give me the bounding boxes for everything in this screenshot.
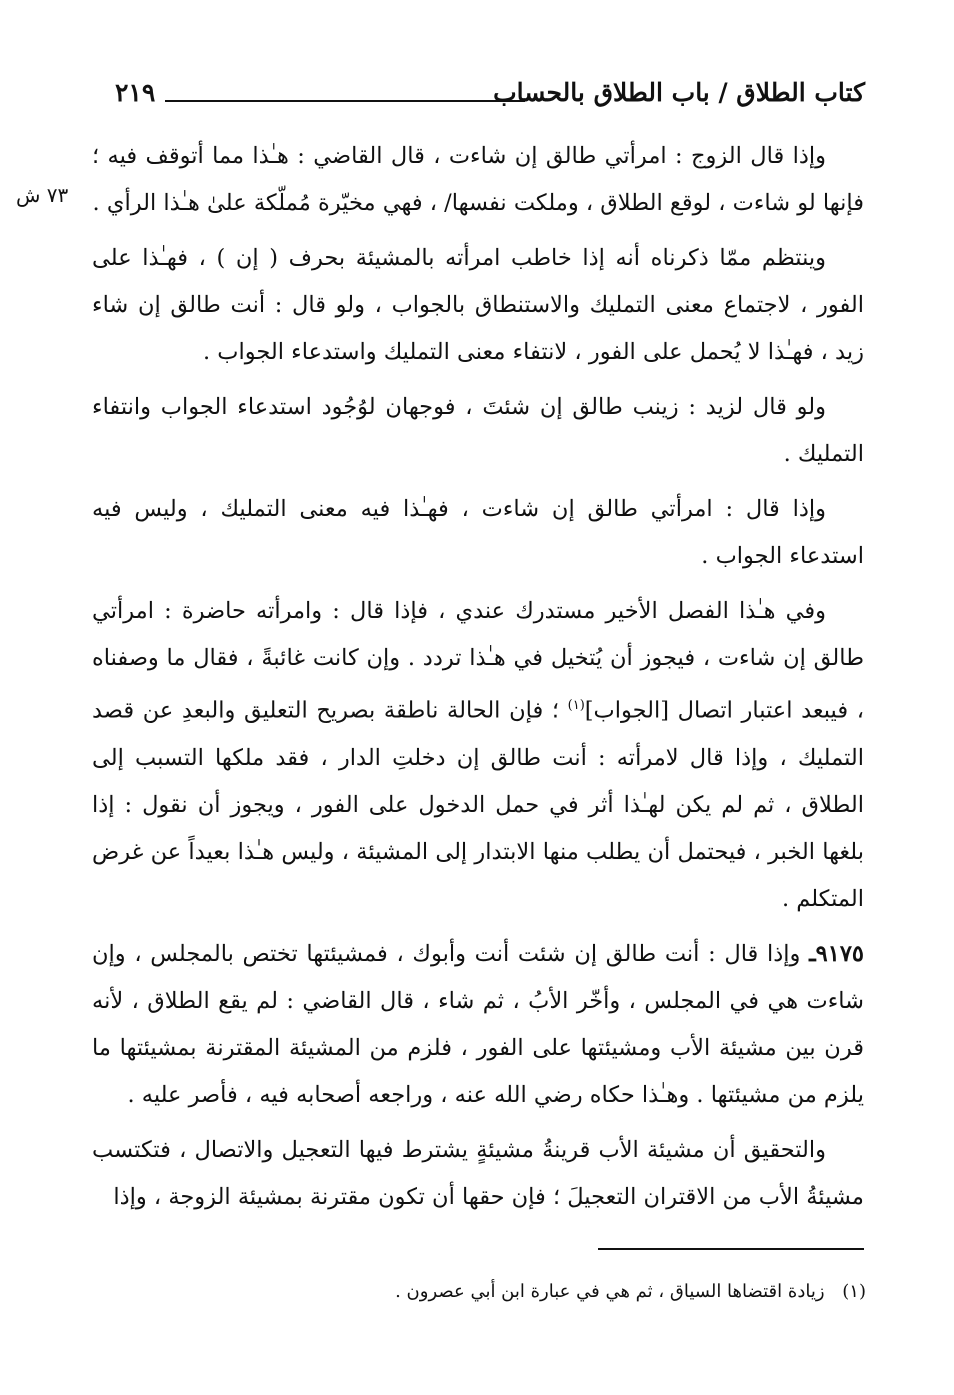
footnote-text: زيادة اقتضاها السياق ، ثم هي في عبارة ابن أبي عصرون . [395, 1281, 825, 1302]
running-header [95, 78, 865, 118]
footnote-reference: (١) [567, 698, 585, 713]
paragraph-1: وإذا قال الزوج : امرأتي طالق إن شاءت ، قال القاضي : هـٰذا مما أتوقف فيه ؛ فإنها لو شاءت ، لوقع الطلاق ، وملكت نفسها/ ، فهي مخيّرة مُملّكة علىٰ هـٰذا الرأي . [92, 143, 864, 216]
paragraph-5-part-1: وفي هـٰذا الفصل الأخير مستدرك عندي ، فإذا قال : وامرأته حاضرة : امرأتي طالق إن شاءت ، فيجوز أن يُتخيل في هـٰذا تردد . وإن كانت غائبةً ، فقال ما وصفناه ، فيبعد اعتبار اتصال [الجواب] [92, 598, 864, 724]
section-number: ٩١٧٥ـ [809, 940, 865, 967]
header-title: كتاب الطلاق / باب الطلاق بالحساب [493, 78, 865, 107]
paragraph-7: والتحقيق أن مشيئة الأب قرينةُ مشيئةٍ يشترط فيها التعجيل والاتصال ، فتكتسب مشيئةُ الأب من الاقتران التعجيلَ ؛ فإن حقها أن تكون مقترنة بمشيئة الزوجة ، وإذا [92, 1136, 864, 1210]
footnote-marker: (١) [842, 1281, 866, 1302]
paragraph-3: ولو قال لزيد : زينب طالق إن شئتَ ، فوجهان لوُجُود استدعاء الجواب وانتفاء التمليك . [92, 394, 864, 467]
paragraph-5 [92, 588, 864, 923]
footnote [306, 1278, 866, 1306]
header-rule [165, 100, 525, 102]
paragraph-6-text: وإذا قال : أنت طالق إن شئت أنت وأبوك ، فمشيئتها تختص بالمجلس ، وإن شاءت هي في المجلس ، وأخّر الأبُ ، ثم شاء ، قال القاضي : لم يقع الطلاق ، لأنه قرن بين مشيئة الأب ومشيئتها على الفور ، فلزم من المشيئة المقترنة بمشيئتها ما يلزم من مشيئتها . وهـٰذا حكاه رضي الله عنه ، وراجعه أصحابه فيه ، فأصر عليه . [92, 940, 864, 1108]
paragraph-6 [92, 931, 864, 1119]
body-text [92, 133, 864, 1229]
page-number: ٢١٩ [115, 78, 156, 107]
paragraph-2: وينتظم ممّا ذكرناه أنه إذا خاطب امرأته بالمشيئة بحرف ( إن ) ، فهـٰذا على الفور ، لاجتماع معنى التمليك والاستنطاق بالجواب ، ولو قال : أنت طالق إن شاء زيد ، فهـٰذا لا يُحمل على الفور ، لانتفاء معنى التمليك واستدعاء الجواب . [92, 245, 864, 365]
footnote-rule [598, 1248, 864, 1250]
paragraph-5-part-2: ؛ فإن الحالة ناطقة بصريح التعليق والبعدِ عن قصد التمليك ، وإذا قال لامرأته : أنت طالق إن دخلتِ الدار ، فقد ملكها التسبب إلى الطلاق ، ثم لم يكن لهـٰذا أثر في حمل الدخول على الفور ، ويجوز أن نقول : إذا بلغها الخبر ، فيحتمل أن يطلب منها الابتدار إلى المشيئة ، وليس هـٰذا بعيداً عن غرض المتكلم . [92, 697, 864, 912]
margin-note: ٧٣ ش [16, 183, 69, 207]
paragraph-4: وإذا قال : امرأتي طالق إن شاءت ، فهـٰذا فيه معنى التمليك ، وليس فيه استدعاء الجواب . [92, 496, 864, 569]
